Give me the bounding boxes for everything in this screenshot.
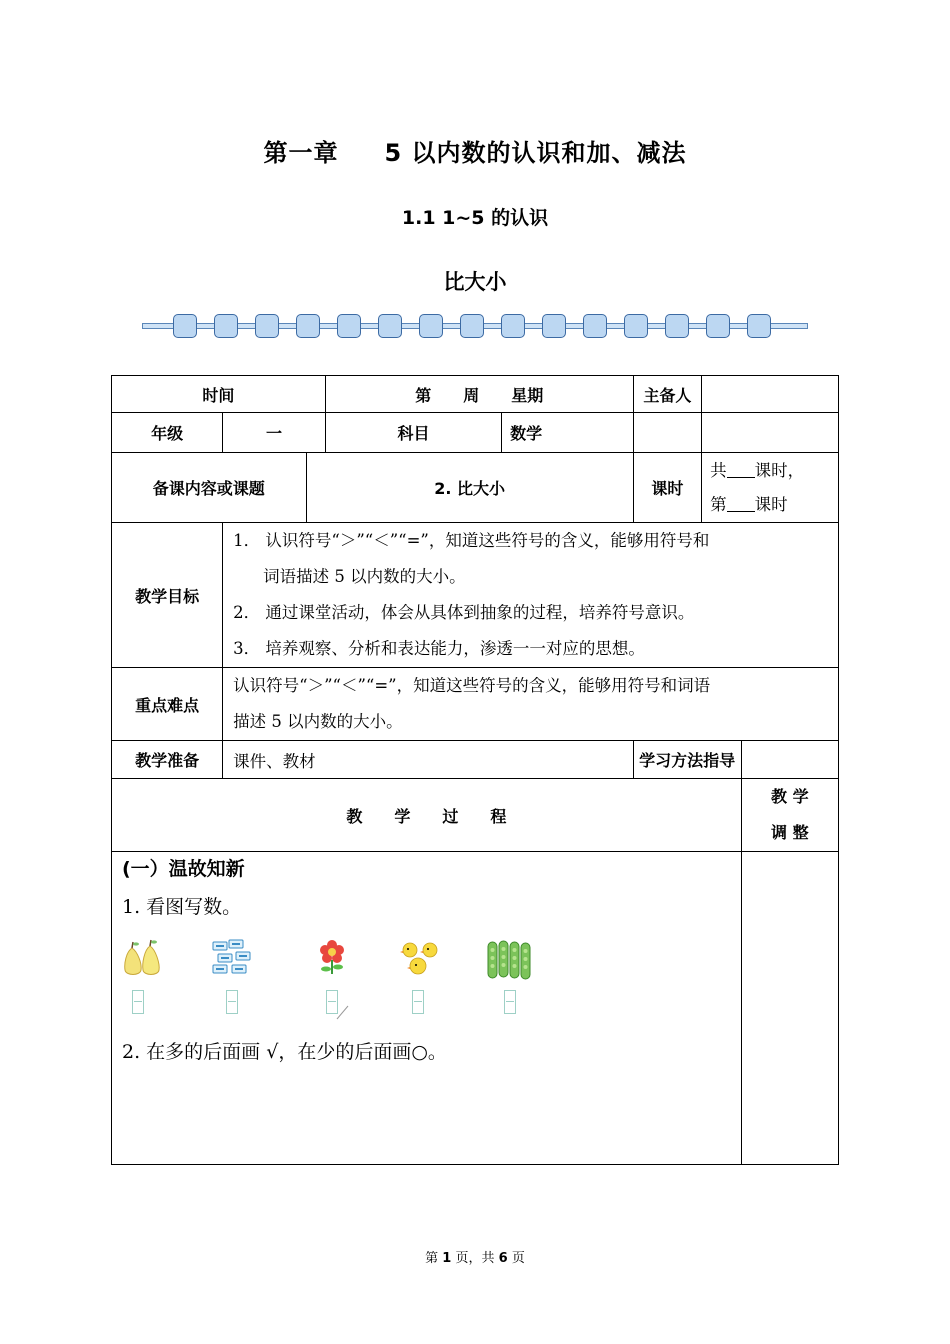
method-value[interactable] bbox=[741, 741, 838, 779]
method-label: 学习方法指导 bbox=[633, 741, 741, 779]
answer-box[interactable] bbox=[226, 990, 238, 1014]
preparer-label: 主备人 bbox=[633, 376, 701, 413]
page-footer: 第 1 页，共 6 页 bbox=[425, 1251, 525, 1266]
answer-box[interactable] bbox=[504, 990, 516, 1014]
flower-image bbox=[312, 938, 352, 982]
question-1: 1. 看图写数。 bbox=[122, 896, 242, 918]
topic-value: 2. 比大小 bbox=[306, 453, 633, 523]
answer-box[interactable] bbox=[412, 990, 424, 1014]
chapter-title bbox=[0, 133, 950, 168]
empty-cell bbox=[702, 413, 839, 453]
pear-pair-image bbox=[120, 938, 166, 978]
decorative-bead-rail bbox=[142, 313, 808, 339]
goal-item: 3． 培养观察、分析和表达能力，渗透一一对应的思想。 bbox=[233, 639, 645, 658]
subject-value: 数学 bbox=[502, 413, 634, 453]
process-content bbox=[112, 852, 742, 1165]
week-label: 第 周 星期 bbox=[325, 376, 633, 413]
preparer-value[interactable] bbox=[702, 376, 839, 413]
lesson-title: 比大小 bbox=[443, 270, 507, 294]
question-2: 2. 在多的后面画 √，在少的后面画○。 bbox=[122, 1041, 447, 1063]
teaching-goals bbox=[223, 523, 839, 668]
count-pictures bbox=[120, 938, 560, 1022]
grade-label: 年级 bbox=[112, 413, 223, 453]
total-pages: 6 bbox=[498, 1251, 508, 1266]
period-number-blank[interactable] bbox=[727, 495, 755, 512]
key-difficulties: 认识符号“＞”“＜”“=”，知道这些符号的含义，能够用符号和词语 描述 5 以内数的大小。 bbox=[223, 668, 839, 741]
goal-item: 2． 通过课堂活动，体会从具体到抽象的过程，培养符号意识。 bbox=[233, 603, 695, 622]
subject-label: 科目 bbox=[325, 413, 501, 453]
goal-item: 词语描述 5 以内数的大小。 bbox=[263, 567, 466, 586]
goals-label: 教学目标 bbox=[112, 523, 223, 668]
section-title: 1.1 1~5 的认识 bbox=[401, 207, 549, 229]
grade-value: 一 bbox=[223, 413, 326, 453]
period-value: 共 课时， 第 课时 bbox=[702, 453, 839, 523]
chapter-number: 第一章 bbox=[263, 139, 339, 167]
milk-cartons-image bbox=[210, 938, 260, 978]
pea-pods-image bbox=[484, 938, 542, 982]
chapter-name: 5 以内数的认识和加、减法 bbox=[384, 139, 687, 167]
period-label: 课时 bbox=[633, 453, 701, 523]
chicks-image bbox=[398, 938, 444, 980]
adjust-cell[interactable] bbox=[741, 852, 838, 1165]
lesson-plan-table bbox=[111, 375, 839, 1165]
adjust-label: 教 学 调 整 bbox=[741, 779, 838, 852]
topic-label: 备课内容或课题 bbox=[112, 453, 307, 523]
review-section-title: (一）温故知新 bbox=[122, 858, 245, 880]
answer-box[interactable] bbox=[132, 990, 144, 1014]
difficulty-label: 重点难点 bbox=[112, 668, 223, 741]
goal-item: 1． 认识符号“＞”“＜”“=”，知道这些符号的含义，能够用符号和 bbox=[233, 531, 710, 550]
empty-cell bbox=[633, 413, 701, 453]
process-label: 教 学 过 程 bbox=[112, 779, 742, 852]
period-total-blank[interactable] bbox=[727, 461, 755, 478]
time-label: 时间 bbox=[112, 376, 326, 413]
prep-label: 教学准备 bbox=[112, 741, 223, 779]
pencil-mark-icon bbox=[336, 1004, 350, 1020]
prep-value: 课件、教材 bbox=[223, 741, 634, 779]
current-page: 1 bbox=[442, 1251, 452, 1266]
